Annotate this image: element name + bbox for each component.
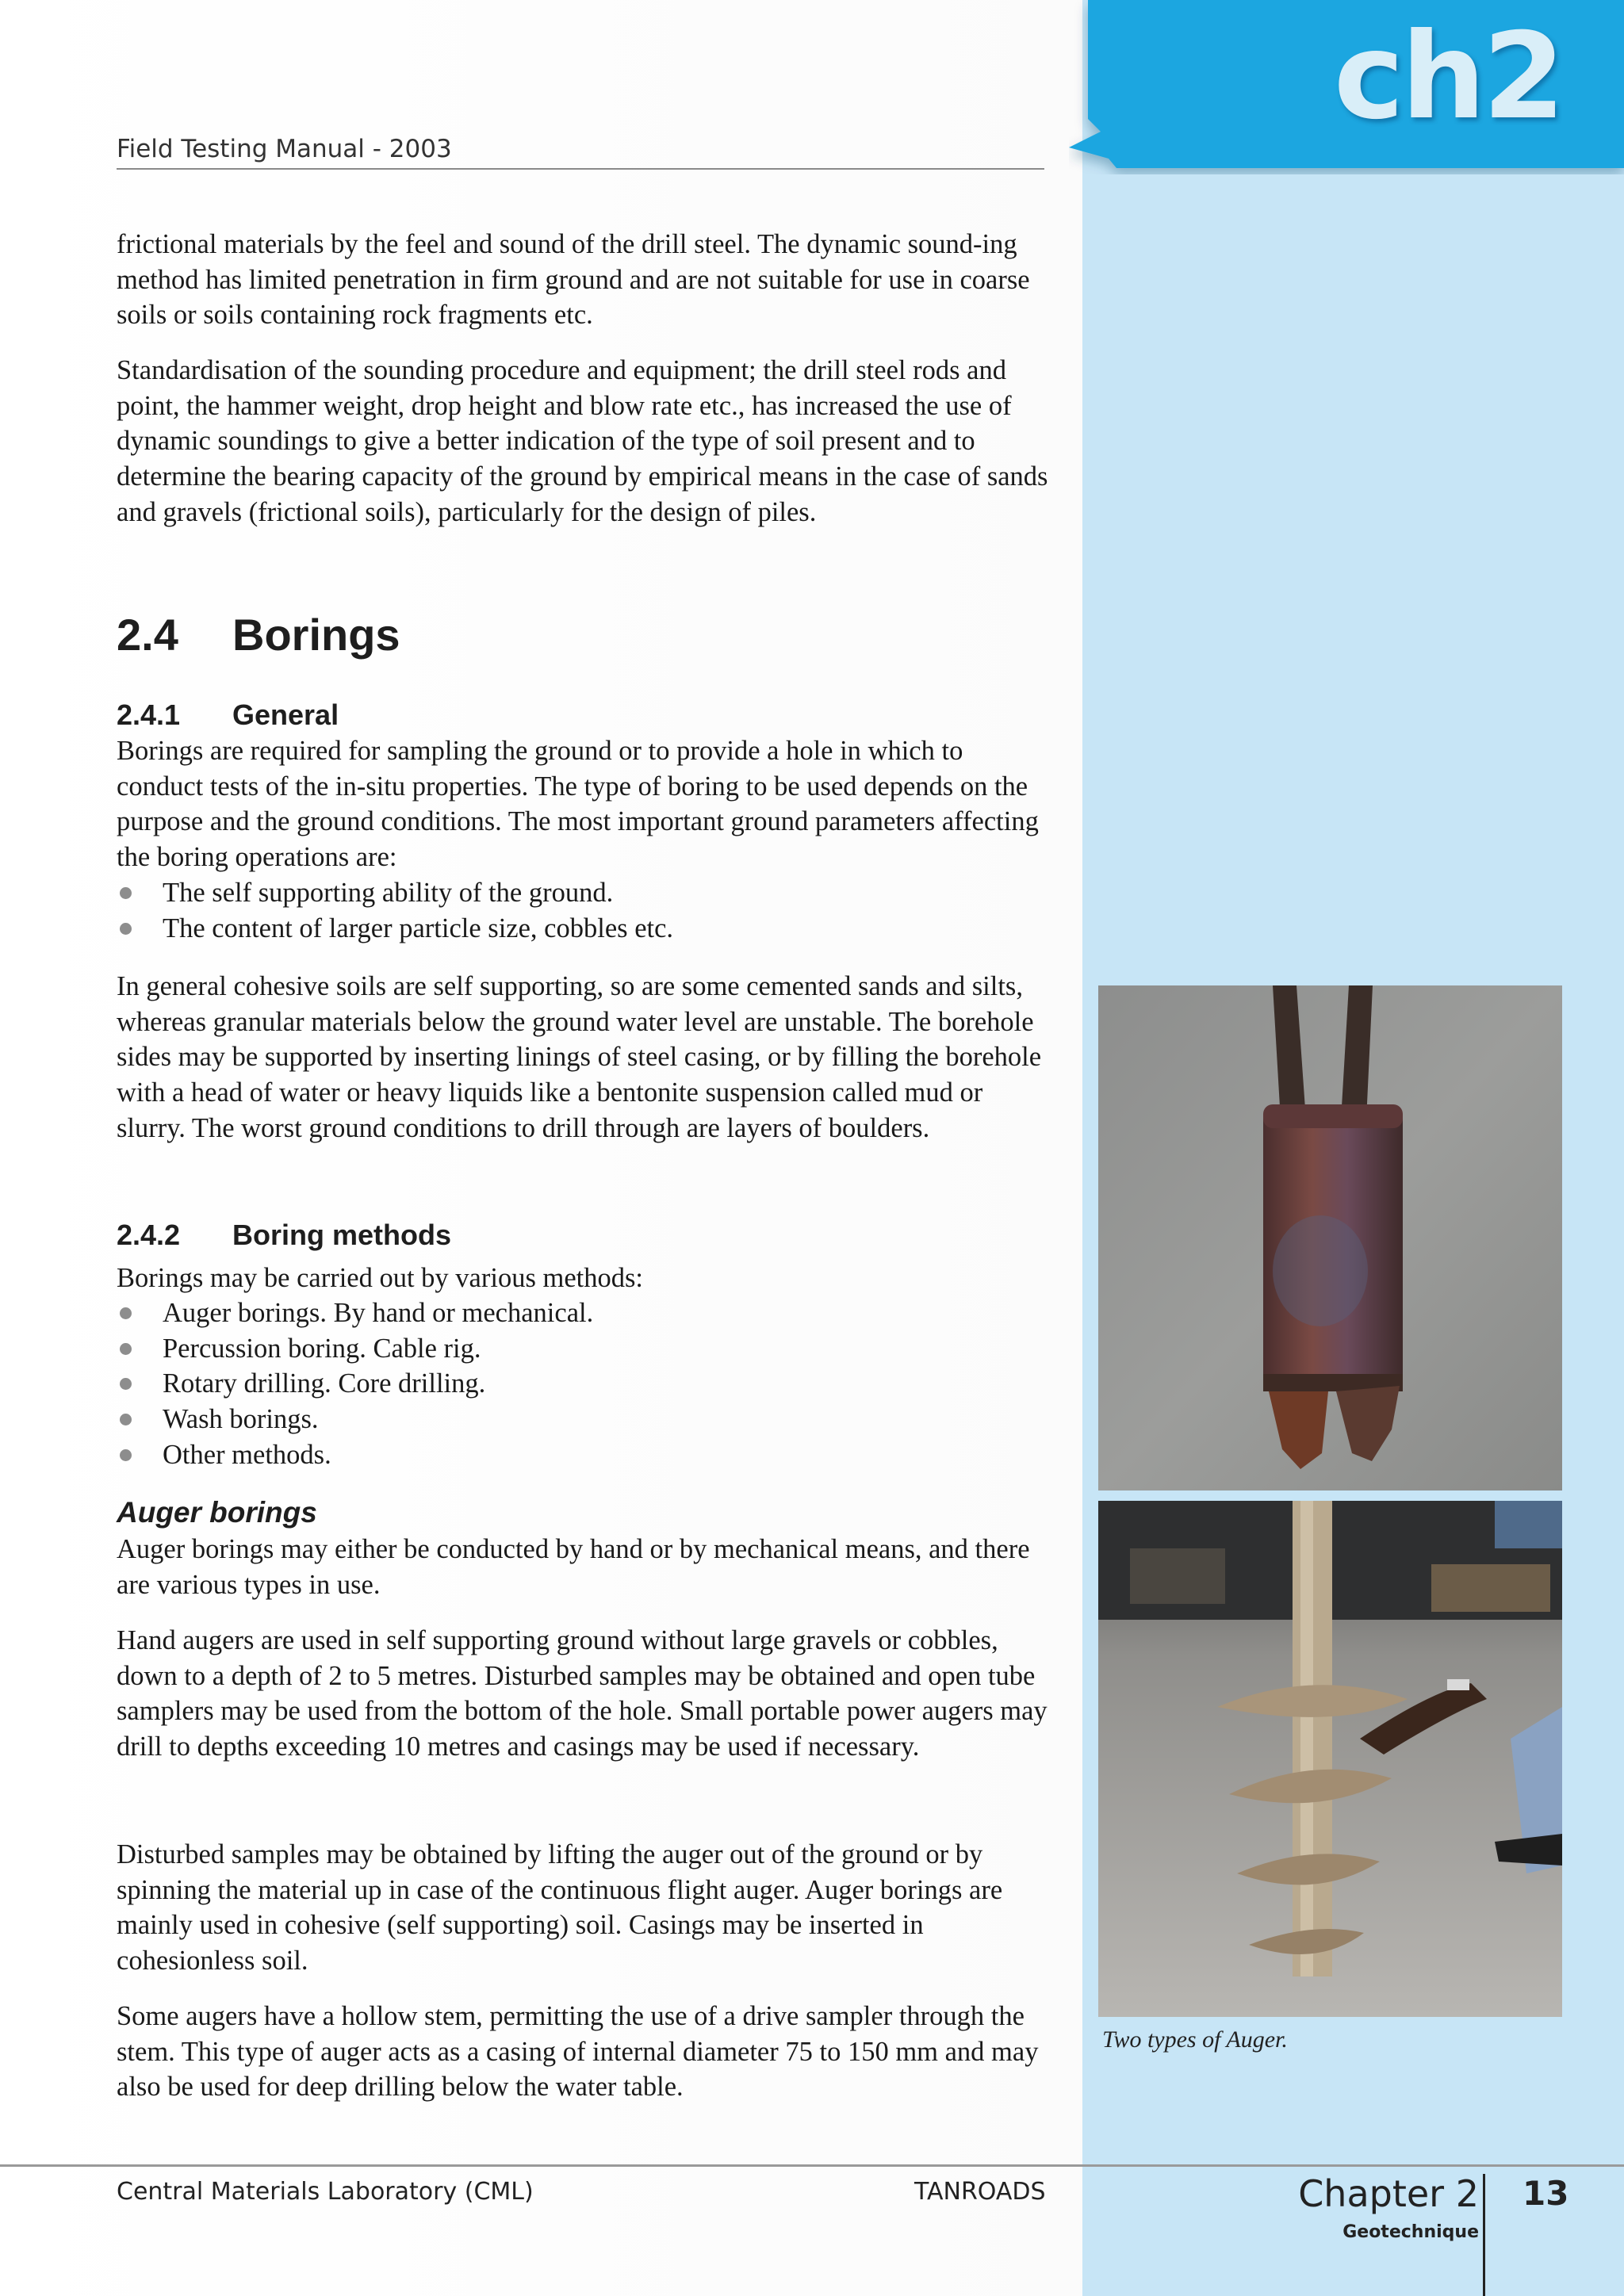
- list-item: Auger borings. By hand or mechanical.: [117, 1295, 1052, 1331]
- list-item: Wash borings.: [117, 1402, 1052, 1437]
- subsection-number: 2.4.1: [117, 698, 181, 731]
- list-item: Other methods.: [117, 1437, 1052, 1473]
- chapter-tab: [1069, 0, 1624, 174]
- footer-divider: [0, 2164, 1624, 2167]
- auger-paragraph-1: Auger borings may either be conducted by hand or by mechanical means, and there are various types in use.: [117, 1534, 1030, 1600]
- auger-paragraph-3: Disturbed samples may be obtained by lifting the auger out of the ground or by spinning the material up in case of the continuous flight auger. Auger borings are mainly used in cohesive (self supporting) soil. Casings may be inserted in cohesionless soil.: [117, 1839, 1003, 1976]
- bullet-icon: [120, 923, 132, 935]
- footer-organization: Central Materials Laboratory (CML): [117, 2178, 534, 2206]
- bullet-icon: [120, 1378, 132, 1390]
- photo-bucket-auger: [1098, 985, 1562, 1490]
- footer-chapter-label: Chapter 2: [1298, 2172, 1479, 2215]
- methods-intro: Borings may be carried out by various methods:: [117, 1263, 643, 1293]
- list-item: The content of larger particle size, cobbles etc.: [117, 911, 1052, 947]
- subsection-number: 2.4.2: [117, 1219, 181, 1251]
- bullet-icon: [120, 1307, 132, 1319]
- subsection-title: General: [232, 698, 339, 731]
- bullet-icon: [120, 1414, 132, 1425]
- section-number: 2.4: [117, 610, 178, 660]
- general-paragraph: Borings are required for sampling the ground or to provide a hole in which to conduct tests of the in-situ properties. The type of boring to be used depends on the purpose and the ground conditions. The most important ground parameters affecting the boring operations are:: [117, 736, 1039, 873]
- auger-paragraph-2: Hand augers are used in self supporting ground without large gravels or cobbles, down to a depth of 2 to 5 metres. Disturbed samples may be obtained and open tube samplers may be used from the bottom of the hole. Small portable power augers may drill to depths exceeding 10 metres and casings may be used if necessary.: [117, 1625, 1048, 1762]
- intro-paragraph-2: Standardisation of the sounding procedure and equipment; the drill steel rods and point, the hammer weight, drop height and blow rate etc., has increased the use of dynamic soundings to give a better indication of the type of soil present and to determine the bearing capacity of the ground by empirical means in the case of sands and gravels (frictional soils), particularly for the design of piles.: [117, 355, 1048, 527]
- section-heading: [117, 609, 400, 660]
- bullet-icon: [120, 1343, 132, 1355]
- footer-agency: TANROADS: [914, 2178, 1046, 2206]
- list-item: Percussion boring. Cable rig.: [117, 1331, 1052, 1367]
- subsection-title: Boring methods: [232, 1219, 451, 1251]
- bucket-auger-illustration: [1098, 985, 1562, 1490]
- footer-vertical-divider: [1483, 2174, 1485, 2296]
- auger-heading: Auger borings: [117, 1496, 317, 1529]
- figure-caption: Two types of Auger.: [1102, 2026, 1288, 2053]
- header-divider: [117, 168, 1044, 170]
- general-bullet-list: [117, 875, 1052, 946]
- footer-chapter-subtitle: Geotechnique: [1342, 2222, 1479, 2242]
- bullet-icon: [120, 887, 132, 899]
- general-paragraph-2: In general cohesive soils are self supporting, so are some cemented sands and silts, whereas granular materials below the ground water level are unstable. The borehole sides may be supported by inserting linings of steel casing, or by filling the borehole with a head of water or heavy liquids like a bentonite suspension called mud or slurry. The worst ground conditions to drill through are layers of boulders.: [117, 971, 1042, 1143]
- subsection-heading-methods: [117, 1219, 451, 1252]
- intro-paragraph-1: frictional materials by the feel and sound of the drill steel. The dynamic sound-ing method has limited penetration in firm ground and are not suitable for use in coarse soils or soils containing rock fragments etc.: [117, 229, 1030, 331]
- section-title: Borings: [232, 610, 400, 660]
- methods-bullet-list: [117, 1295, 1052, 1473]
- auger-paragraph-4: Some augers have a hollow stem, permitting the use of a drive sampler through the stem. This type of auger acts as a casing of internal diameter 75 to 150 mm and may also be used for deep drilling below the water table.: [117, 2001, 1039, 2103]
- chapter-tab-label: ch2: [1333, 8, 1562, 146]
- page-number: 13: [1522, 2174, 1569, 2213]
- list-item: Rotary drilling. Core drilling.: [117, 1366, 1052, 1402]
- subsection-heading-general: [117, 698, 339, 732]
- running-header: Field Testing Manual - 2003: [117, 135, 452, 163]
- flight-auger-illustration: [1098, 1501, 1562, 2017]
- photo-flight-auger: [1098, 1501, 1562, 2017]
- list-item: The self supporting ability of the ground.: [117, 875, 1052, 911]
- bullet-icon: [120, 1449, 132, 1461]
